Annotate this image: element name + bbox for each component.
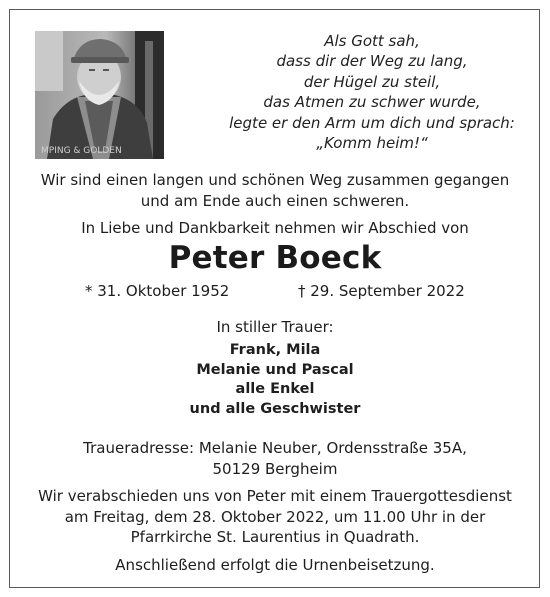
service-line: Wir verabschieden uns von Peter mit einem Trauergottesdienst: [38, 487, 512, 505]
poem-line: legte er den Arm um dich und sprach:: [229, 113, 515, 132]
service-line: Pfarrkirche St. Laurentius in Quadrath.: [130, 528, 420, 546]
mourner-line: Frank, Mila: [229, 342, 321, 358]
address-line: Traueradresse: Melanie Neuber, Ordensstraße 35A,: [83, 439, 467, 457]
poem-line: Als Gott sah,: [324, 32, 420, 50]
shirt-print-text: MPING & GOLDEN: [41, 146, 122, 156]
poem-line: dass dir der Weg zu lang,: [276, 52, 468, 71]
mourner-line: und alle Geschwister: [189, 400, 361, 417]
address-line: 50129 Bergheim: [212, 459, 338, 478]
intro-line: und am Ende auch einen schweren.: [140, 191, 410, 210]
mourner-line: alle Enkel: [235, 381, 315, 397]
portrait-photo: [35, 31, 164, 159]
poem-line: der Hügel zu steil,: [303, 72, 441, 91]
service-line: am Freitag, dem 28. Oktober 2022, um 11.00 Uhr in der: [64, 507, 486, 526]
death-date: † 29. September 2022: [298, 282, 465, 300]
mourners-list: [0, 341, 550, 419]
poem: [222, 31, 522, 153]
intro-line: Wir sind einen langen und schönen Weg zusammen gegangen: [40, 171, 510, 189]
urn-burial-note: Anschließend erfolgt die Urnenbeisetzung.: [115, 556, 435, 574]
service-info: [0, 486, 550, 548]
mourning-label: In stiller Trauer:: [216, 318, 334, 336]
farewell-text: In Liebe und Dankbarkeit nehmen wir Abschied von: [81, 219, 469, 237]
poem-line: „Komm heim!“: [316, 134, 428, 153]
deceased-name: Peter Boeck: [168, 240, 382, 276]
intro-text: [0, 170, 550, 211]
poem-line: das Atmen zu schwer wurde,: [263, 93, 481, 112]
mourner-line: Melanie und Pascal: [196, 361, 354, 378]
mourning-address: [0, 438, 550, 479]
birth-date: * 31. Oktober 1952: [85, 282, 230, 300]
